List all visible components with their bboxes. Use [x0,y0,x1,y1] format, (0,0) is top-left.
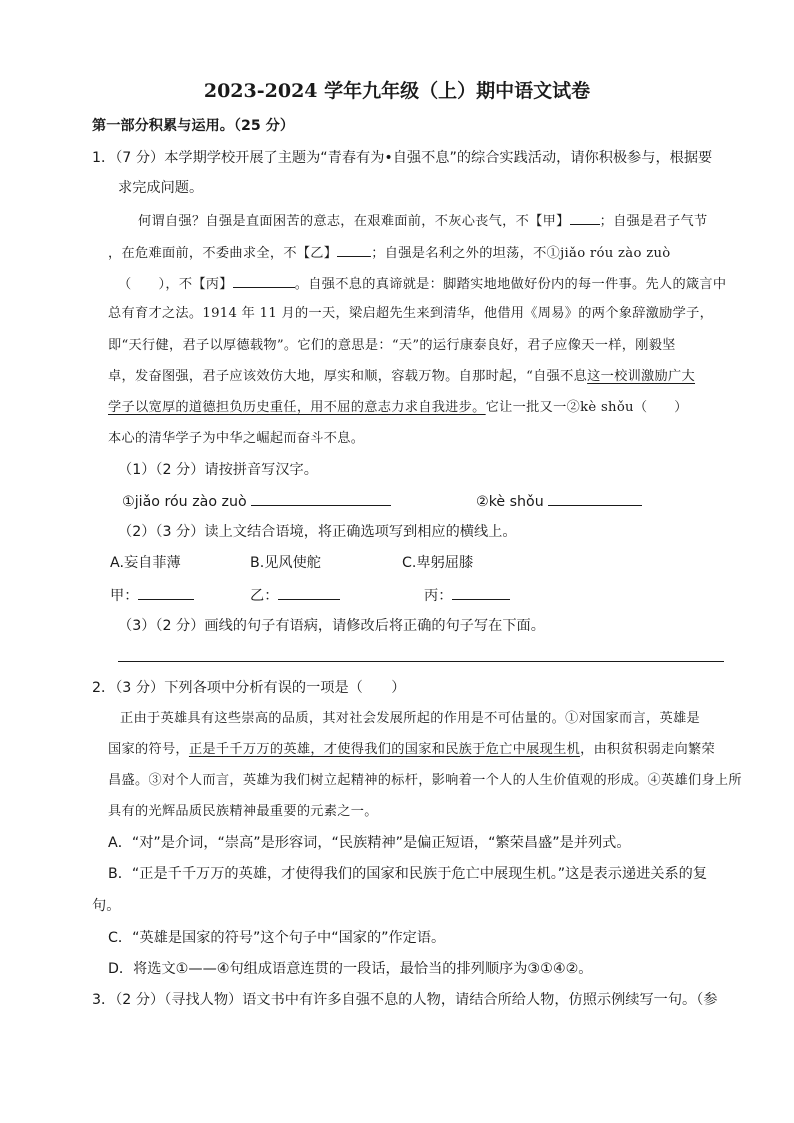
answer-bing-line[interactable] [452,585,510,600]
q2-underlined-sentence: 正是千千万万的英雄，才使得我们的国家和民族于危亡中展现生机 [188,742,581,757]
q1-passage-line3: （ ），不【丙】 。自强不息的真谛就是：脚踏实地地做好份内的每一件事。先人的箴言中 [118,273,726,295]
q2-option-b-line1: B．“正是千千万万的英雄，才使得我们的国家和民族于危亡中展现生机。”这是表示递进关系的复 [108,866,708,882]
q1-passage-line4: 总有育才之法。1914 年 11 月的一天，梁启超先生来到清华，他借用《周易》的两个象辞激励学子， [108,306,714,321]
q1-passage-line5: 即“天行健，君子以厚德载物”。它们的意思是：“天”的运行康泰良好，君子应像天一样，刚毅坚 [108,338,676,353]
q1-stem-line1: 1．（7 分）本学期学校开展了主题为“青春有为•自强不息”的综合实践活动，请你积极参与，根据要 [92,150,713,166]
q1-sub3: （3）（2 分）画线的句子有语病，请修改后将正确的句子写在下面。 [118,618,545,634]
q1-sub1: （1）（2 分）请按拼音写汉字。 [118,462,318,478]
q2-passage-line3: 昌盛。③对个人而言，英雄为我们树立起精神的标杆，影响着一个人的人生价值观的形成。④英雄们身上所 [108,773,742,788]
answer-jia: 甲： [110,585,194,606]
page-title: 2023-2024 学年九年级（上）期中语文试卷 [203,80,591,102]
q2-passage-line2: 国家的符号，正是千千万万的英雄，才使得我们的国家和民族于危亡中展现生机，由积贫积弱走向繁荣 [108,742,715,757]
q2-option-c: C．“英雄是国家的符号”这个句子中“国家的”作定语。 [108,930,446,946]
q1-passage-line8: 本心的清华学子为中华之崛起而奋斗不息。 [108,431,365,446]
answer-jia-line[interactable] [138,585,194,600]
blank-yi[interactable] [337,242,371,257]
answer-line-b[interactable] [548,491,642,506]
q2-stem: 2．（3 分）下列各项中分析有误的一项是（ ） [92,680,406,696]
answer-bing: 丙： [424,585,510,606]
answer-yi: 乙： [250,585,340,606]
q1-sub1-answer-a: ①jiǎo róu zào zuò [122,491,391,512]
underlined-sentence-part1: 这一校训激励广大 [587,369,696,384]
q2-option-d: D．将选文①——④句组成语意连贯的一段话，最恰当的排列顺序为③①④②。 [108,961,593,977]
q1-stem-line2: 求完成问题。 [118,180,204,196]
blank-bing[interactable] [233,273,295,288]
q2-passage-line4: 具有的光辉品质民族精神最重要的元素之一。 [108,804,378,819]
q1-passage-line6: 卓，发奋图强，君子应该效仿大地，厚实和顺，容载万物。自那时起，“自强不息这一校训激励广大 [108,369,696,384]
answer-rule[interactable] [118,661,724,662]
q1-passage-line7: 学子以宽厚的道德担负历史重任，用不屈的意志力求自我进步。它让一批又一②kè shǒu（ ） [108,400,688,415]
answer-line-a[interactable] [251,491,391,506]
q1-sub2: （2）（3 分）读上文结合语境，将正确选项写到相应的横线上。 [118,524,517,540]
q1-sub1-answer-b: ②kè shǒu [476,491,642,512]
option-a: A.妄自菲薄 [110,555,181,571]
q2-option-b-line2: 句。 [92,898,121,914]
option-c: C.卑躬屈膝 [402,555,474,571]
answer-yi-line[interactable] [278,585,340,600]
q1-passage-line2: ，在危难面前，不委曲求全，不【乙】 ；自强是名利之外的坦荡，不①jiǎo róu zào zuò [108,242,670,264]
q3-stem: 3．（2 分）（寻找人物）语文书中有许多自强不息的人物，请结合所给人物，仿照示例续写一句。（参 [92,992,718,1008]
section-heading: 第一部分积累与运用。（25 分） [92,118,295,134]
blank-jia[interactable] [570,210,600,225]
q1-passage-line1: 何谓自强？自强是直面困苦的意志，在艰难面前，不灰心丧气，不【甲】 ；自强是君子气节 [138,210,708,232]
q2-passage-line1: 正由于英雄具有这些崇高的品质，其对社会发展所起的作用是不可估量的。①对国家而言，英雄是 [120,711,700,726]
q2-option-a: A．“对”是介词，“崇高”是形容词，“民族精神”是偏正短语，“繁荣昌盛”是并列式。 [108,835,631,851]
option-b: B.见风使舵 [250,555,321,571]
underlined-sentence-part2: 学子以宽厚的道德担负历史重任，用不屈的意志力求自我进步。 [108,400,486,415]
